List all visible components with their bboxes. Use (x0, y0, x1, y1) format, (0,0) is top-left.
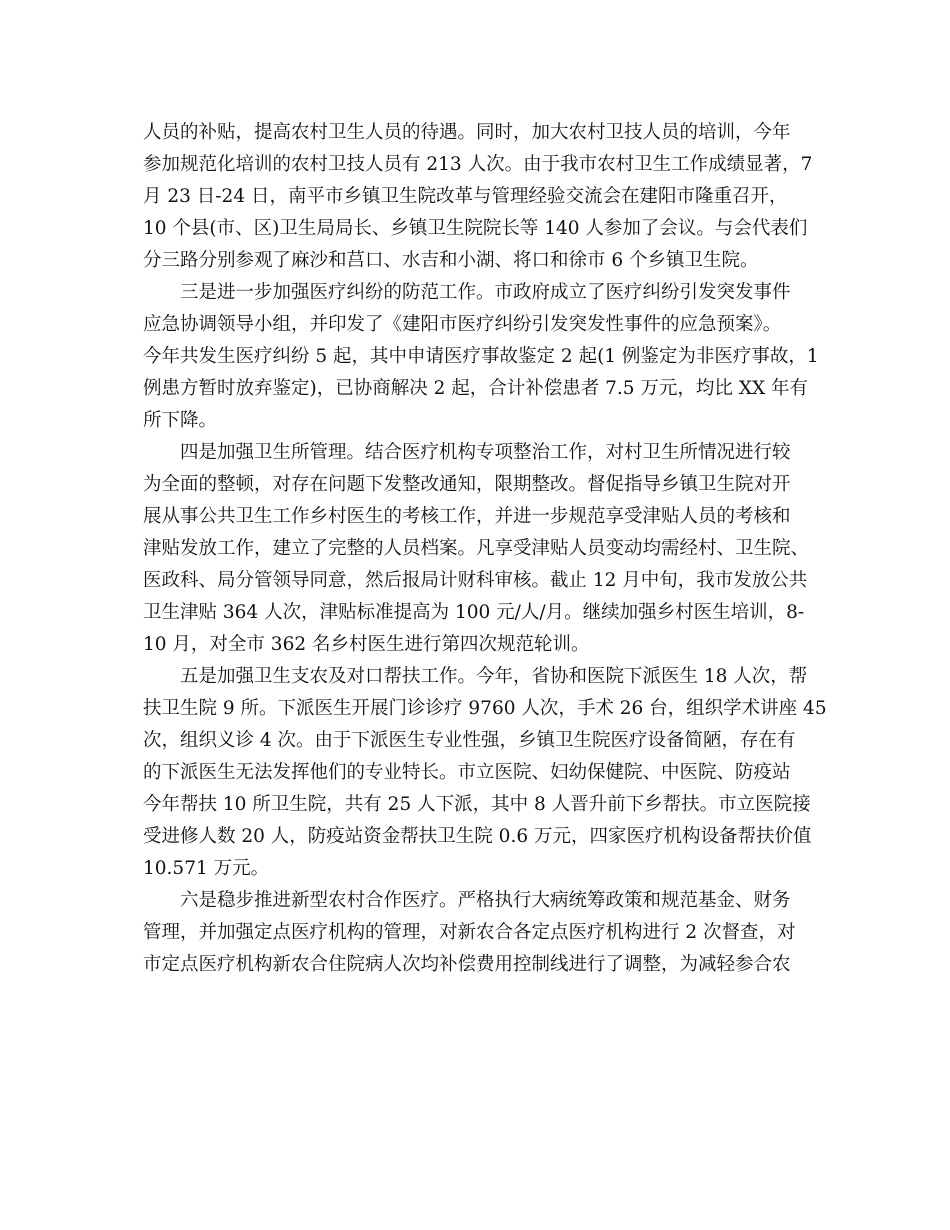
text-line: 次，组织义诊 4 次。由于下派医生专业性强，乡镇卫生院医疗设备简陋，存在有 (143, 730, 796, 751)
paragraph-first-line: 五是加强卫生支农及对口帮扶工作。今年，省协和医院下派医生 18 人次，帮 (180, 666, 808, 687)
paragraph-first-line: 四是加强卫生所管理。结合医疗机构专项整治工作，对村卫生所情况进行较 (180, 442, 791, 463)
text-line: 展从事公共卫生工作乡村医生的考核工作，并进一步规范享受津贴人员的考核和 (143, 506, 791, 527)
text-line: 月 23 日-24 日，南平市乡镇卫生院改革与管理经验交流会在建阳市隆重召开， (143, 186, 788, 207)
text-line: 医政科、局分管领导同意，然后报局计财科审核。截止 12 月中旬，我市发放公共 (143, 570, 808, 591)
text-line: 人员的补贴，提高农村卫生人员的待遇。同时，加大农村卫技人员的培训，今年 (143, 122, 791, 143)
paragraph-first-line: 六是稳步推进新型农村合作医疗。严格执行大病统筹政策和规范基金、财务 (180, 890, 791, 911)
text-line: 市定点医疗机构新农合住院病人次均补偿费用控制线进行了调整，为减轻参合农 (143, 954, 791, 975)
text-line: 的下派医生无法发挥他们的专业特长。市立医院、妇幼保健院、中医院、防疫站 (143, 762, 791, 783)
text-line: 10 月，对全市 362 名乡村医生进行第四次规范轮训。 (143, 634, 590, 655)
text-line: 为全面的整顿，对存在问题下发整改通知，限期整改。督促指导乡镇卫生院对开 (143, 474, 791, 495)
text-line: 参加规范化培训的农村卫技人员有 213 人次。由于我市农村卫生工作成绩显著，7 (143, 154, 813, 175)
text-line: 例患方暂时放弃鉴定)，已协商解决 2 起，合计补偿患者 7.5 万元，均比 XX 年有 (143, 378, 809, 399)
text-line: 今年帮扶 10 所卫生院，共有 25 人下派，其中 8 人晋升前下乡帮扶。市立医院接 (143, 794, 811, 815)
paragraph-first-line: 三是进一步加强医疗纠纷的防范工作。市政府成立了医疗纠纷引发突发事件 (180, 282, 791, 303)
text-line: 津贴发放工作，建立了完整的人员档案。凡享受津贴人员变动均需经村、卫生院、 (143, 538, 810, 559)
text-line: 卫生津贴 364 人次，津贴标准提高为 100 元/人/月。继续加强乡村医生培训，8- (143, 602, 805, 623)
text-line: 应急协调领导小组，并印发了《建阳市医疗纠纷引发突发性事件的应急预案》。 (143, 314, 782, 335)
text-line: 10 个县(市、区)卫生局局长、乡镇卫生院院长等 140 人参加了会议。与会代表们 (143, 218, 808, 239)
text-line: 分三路分别参观了麻沙和莒口、水吉和小湖、将口和徐市 6 个乡镇卫生院。 (143, 250, 759, 271)
document-body (143, 117, 827, 981)
text-line: 所下降。 (143, 410, 218, 431)
text-line: 管理，并加强定点医疗机构的管理，对新农合各定点医疗机构进行 2 次督查，对 (143, 922, 796, 943)
text-line: 受进修人数 20 人，防疫站资金帮扶卫生院 0.6 万元，四家医疗机构设备帮扶价值 (143, 826, 812, 847)
text-line: 10.571 万元。 (143, 858, 270, 879)
text-line: 扶卫生院 9 所。下派医生开展门诊诊疗 9760 人次，手术 26 台，组织学术讲座 45 (143, 698, 827, 719)
text-line: 今年共发生医疗纠纷 5 起，其中申请医疗事故鉴定 2 起(1 例鉴定为非医疗事故，1 (143, 346, 819, 367)
